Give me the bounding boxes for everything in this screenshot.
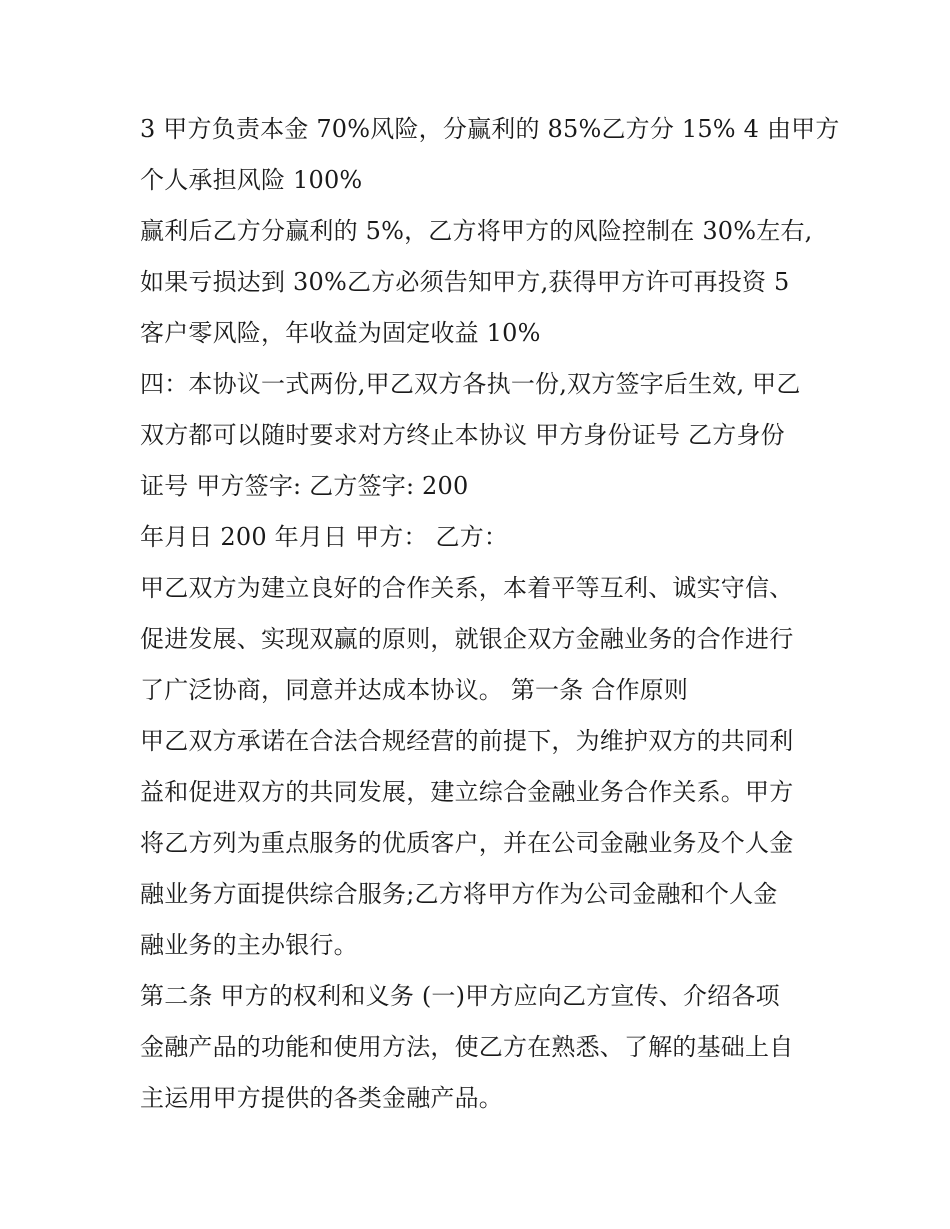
text-line: 第二条 甲方的权利和义务 (一)甲方应向乙方宣传、介绍各项 (140, 982, 780, 1010)
text-line: 客户零风险，年收益为固定收益 10% (140, 319, 541, 347)
text-line: 益和促进双方的共同发展，建立综合金融业务合作关系。甲方 (140, 778, 794, 806)
text-line: 将乙方列为重点服务的优质客户，并在公司金融业务及个人金 (140, 829, 794, 857)
text-line: 融业务的主办银行。 (140, 931, 358, 959)
text-line: 促进发展、实现双赢的原则，就银企双方金融业务的合作进行 (140, 625, 794, 653)
text-line: 个人承担风险 100% (140, 166, 363, 194)
text-line: 双方都可以随时要求对方终止本协议 甲方身份证号 乙方身份 (140, 421, 785, 449)
text-line: 甲乙双方为建立良好的合作关系，本着平等互利、诚实守信、 (140, 574, 794, 602)
text-line: 融业务方面提供综合服务;乙方将甲方作为公司金融和个人金 (140, 880, 778, 908)
text-line: 3 甲方负责本金 70%风险，分赢利的 85%乙方分 15% 4 由甲方 (140, 115, 840, 143)
document-body (140, 104, 840, 1124)
text-line: 了广泛协商，同意并达成本协议。 第一条 合作原则 (140, 676, 689, 704)
text-line: 证号 甲方签字: 乙方签字: 200 (140, 472, 469, 500)
text-line: 主运用甲方提供的各类金融产品。 (140, 1084, 503, 1112)
text-line: 甲乙双方承诺在合法合规经营的前提下，为维护双方的共同利 (140, 727, 794, 755)
text-line: 赢利后乙方分赢利的 5%，乙方将甲方的风险控制在 30%左右, (140, 217, 813, 245)
text-line: 如果亏损达到 30%乙方必须告知甲方,获得甲方许可再投资 5 (140, 268, 790, 296)
text-line: 金融产品的功能和使用方法，使乙方在熟悉、了解的基础上自 (140, 1033, 794, 1061)
text-line: 四：本协议一式两份,甲乙双方各执一份,双方签字后生效, 甲乙 (140, 370, 801, 398)
text-line: 年月日 200 年月日 甲方： 乙方： (140, 523, 509, 551)
